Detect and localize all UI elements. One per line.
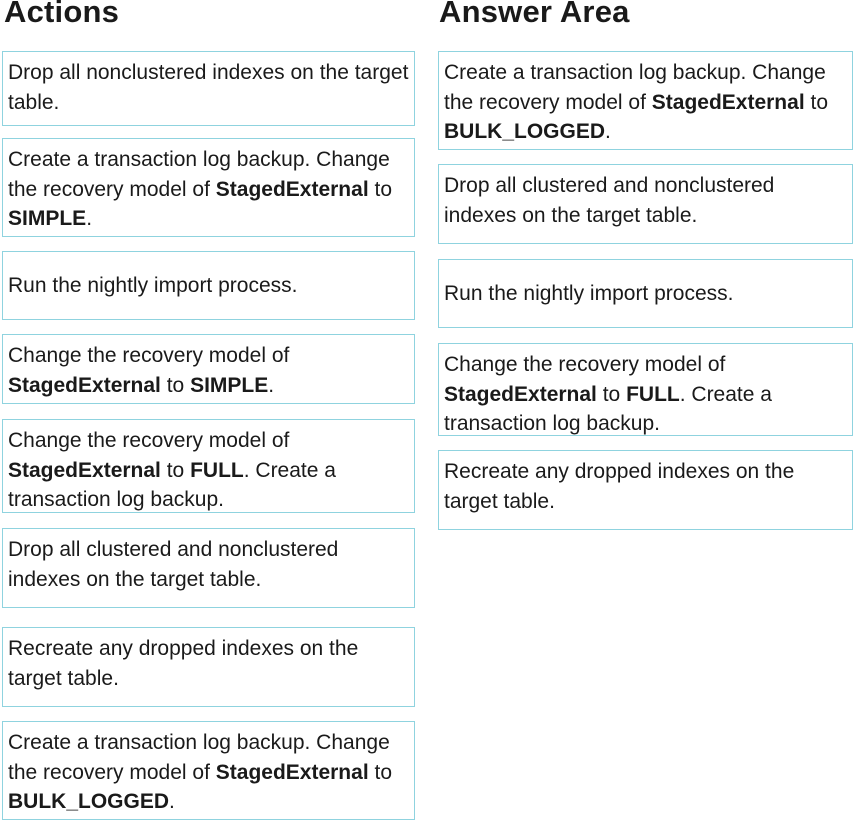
answer-area-heading: Answer Area xyxy=(439,0,630,29)
answer-item[interactable] xyxy=(438,51,853,150)
item-text-part: . xyxy=(169,790,175,813)
item-text-part: Create a transaction log backup. Change the recovery model of xyxy=(444,61,826,114)
item-text-part: Run the nightly import process. xyxy=(8,273,298,297)
item-text-part: Drop all nonclustered indexes on the target table. xyxy=(8,61,409,114)
item-text-part: . xyxy=(605,120,611,143)
item-text-part: Drop all clustered and nonclustered indexes on the target table. xyxy=(444,174,775,227)
item-text-bold: FULL xyxy=(190,458,244,482)
item-text-bold: BULK_LOGGED xyxy=(8,790,170,813)
item-text-part: . Create a transaction log backup. xyxy=(444,382,772,435)
item-text xyxy=(8,58,410,117)
item-text-bold: SIMPLE xyxy=(190,373,269,397)
item-text xyxy=(444,171,848,230)
item-text xyxy=(8,426,410,515)
item-text xyxy=(8,634,410,693)
item-text-bold: StagedExternal xyxy=(651,90,805,114)
item-text xyxy=(8,271,297,301)
item-text xyxy=(8,341,410,400)
item-text-bold: StagedExternal xyxy=(8,458,161,482)
item-text xyxy=(8,145,410,234)
item-text-part: Run the nightly import process. xyxy=(444,281,734,305)
item-text xyxy=(444,350,848,439)
item-text-part: . xyxy=(268,373,275,397)
answer-item[interactable] xyxy=(438,259,853,328)
action-item[interactable] xyxy=(2,138,415,237)
item-text-part: Change the recovery model of xyxy=(8,344,290,367)
item-text-part: to xyxy=(160,458,191,482)
item-text-bold: FULL xyxy=(626,382,680,406)
item-text-bold: SIMPLE xyxy=(8,207,87,230)
item-text-bold: StagedExternal xyxy=(215,760,369,784)
item-text-part: Create a transaction log backup. Change the recovery model of xyxy=(8,731,390,784)
item-text xyxy=(8,535,410,594)
item-text-part: to xyxy=(368,760,393,784)
action-item[interactable] xyxy=(2,528,415,608)
item-text-part: Change the recovery model of xyxy=(8,429,290,452)
actions-heading: Actions xyxy=(4,0,120,29)
action-item[interactable] xyxy=(2,721,415,820)
item-text-part: . Create a transaction log backup. xyxy=(8,458,336,511)
item-text-part: to xyxy=(160,373,191,397)
item-text xyxy=(444,457,848,516)
item-text-part: to xyxy=(368,177,393,201)
item-text-part: Drop all clustered and nonclustered indexes on the target table. xyxy=(8,538,339,591)
item-text-part: Create a transaction log backup. Change the recovery model of xyxy=(8,148,390,201)
action-item[interactable] xyxy=(2,627,415,707)
item-text xyxy=(8,728,410,817)
item-text xyxy=(444,279,733,309)
item-text-bold: BULK_LOGGED xyxy=(444,120,606,143)
answer-item[interactable] xyxy=(438,164,853,244)
action-item[interactable] xyxy=(2,334,415,404)
action-item[interactable] xyxy=(2,251,415,320)
item-text-part: to xyxy=(804,90,829,114)
action-item[interactable] xyxy=(2,51,415,126)
item-text-bold: StagedExternal xyxy=(8,373,161,397)
item-text-bold: StagedExternal xyxy=(444,382,597,406)
item-text-part: Recreate any dropped indexes on the target table. xyxy=(444,460,795,513)
item-text-part: to xyxy=(596,382,627,406)
item-text-bold: StagedExternal xyxy=(215,177,369,201)
item-text-part: . xyxy=(86,207,93,230)
item-text xyxy=(444,58,848,147)
answer-item[interactable] xyxy=(438,450,853,530)
action-item[interactable] xyxy=(2,419,415,513)
answer-item[interactable] xyxy=(438,343,853,436)
item-text-part: Recreate any dropped indexes on the target table. xyxy=(8,637,359,690)
item-text-part: Change the recovery model of xyxy=(444,353,726,376)
